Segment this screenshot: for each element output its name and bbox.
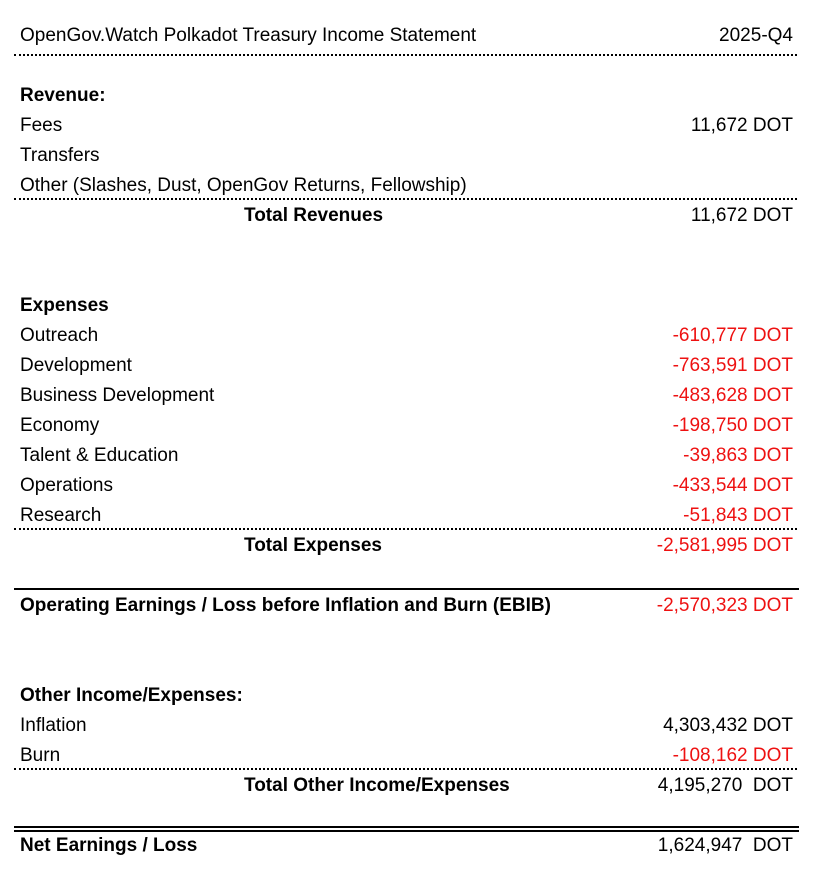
row-value: -108,162 DOT [672,745,793,766]
ebib-divider [14,588,799,590]
other-heading-row [20,681,793,711]
expense-row-talent-education [20,441,793,471]
row-label: Development [20,355,132,376]
revenue-row-other [20,171,793,201]
expenses-heading: Expenses [20,295,109,316]
row-value: -483,628 DOT [672,385,793,406]
row-label: Other (Slashes, Dust, OpenGov Returns, Fellowship) [20,175,467,196]
revenue-row-fees [20,111,793,141]
row-label: Burn [20,745,61,766]
row-label: Transfers [20,145,100,166]
row-value: 11,672 DOT [690,115,793,136]
other-row-inflation [20,711,793,741]
expenses-total-row [20,531,793,561]
net-value: 1,624,947 DOT [657,835,793,856]
ebib-row [20,591,793,621]
total-expenses-value: -2,581,995 DOT [656,535,793,556]
expenses-divider [14,528,797,530]
row-label: Fees [20,115,63,136]
total-other-label: Total Other Income/Expenses [244,775,510,796]
revenue-heading: Revenue: [20,85,106,106]
total-expenses-label: Total Expenses [244,535,382,556]
row-value: 4,303,432 DOT [663,715,793,736]
row-label: Outreach [20,325,99,346]
other-total-row [20,771,793,801]
revenue-total-row [20,201,793,231]
ebib-label: Operating Earnings / Loss before Inflation and Burn (EBIB) [20,595,551,616]
expense-row-business-development [20,381,793,411]
total-revenues-label: Total Revenues [244,205,384,226]
total-revenues-value: 11,672 DOT [690,205,793,226]
net-row [20,831,793,861]
statement-title: OpenGov.Watch Polkadot Treasury Income Statement [20,25,477,46]
row-label: Talent & Education [20,445,179,466]
expense-row-operations [20,471,793,501]
row-label: Business Development [20,385,215,406]
expenses-heading-row [20,291,793,321]
statement-header [20,21,793,51]
expense-row-development [20,351,793,381]
row-label: Inflation [20,715,87,736]
revenue-row-transfers [20,141,793,171]
row-value: -198,750 DOT [672,415,793,436]
row-value: -51,843 DOT [683,505,793,526]
other-divider [14,768,797,770]
ebib-value: -2,570,323 DOT [656,595,793,616]
expense-row-research [20,501,793,531]
total-other-value: 4,195,270 DOT [657,775,793,796]
row-label: Operations [20,475,113,496]
revenue-heading-row [20,81,793,111]
row-value: -39,863 DOT [683,445,793,466]
revenue-divider [14,198,797,200]
expense-row-economy [20,411,793,441]
net-divider-top [14,826,799,828]
row-value: -433,544 DOT [672,475,793,496]
other-heading: Other Income/Expenses: [20,685,243,706]
row-value: -763,591 DOT [672,355,793,376]
net-label: Net Earnings / Loss [20,835,198,856]
row-label: Research [20,505,102,526]
header-divider [14,54,797,56]
statement-period: 2025-Q4 [719,25,793,46]
row-value: -610,777 DOT [672,325,793,346]
row-label: Economy [20,415,100,436]
expense-row-outreach [20,321,793,351]
other-row-burn [20,741,793,771]
